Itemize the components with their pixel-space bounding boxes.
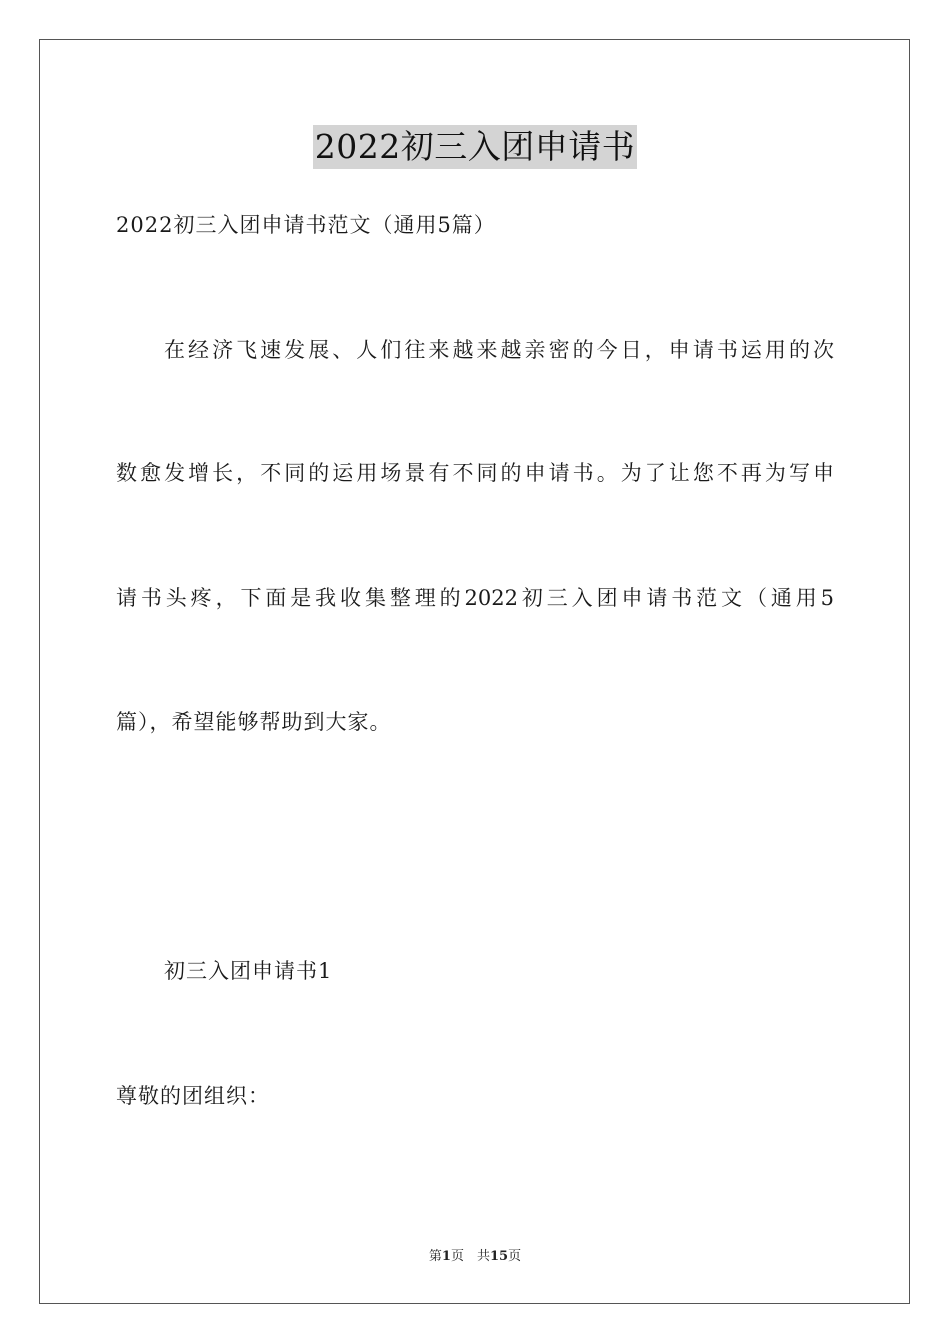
footer-total-pages: 15 xyxy=(489,1249,509,1264)
page-footer xyxy=(0,1248,950,1266)
intro-line-2: 数愈发增长，不同的运用场景有不同的申请书。为了让您不再为写申 xyxy=(116,461,834,485)
title-container xyxy=(0,125,950,169)
footer-suffix: 页 xyxy=(508,1249,522,1264)
footer-current-page: 1 xyxy=(441,1249,451,1264)
document-title: 2022初三入团申请书 xyxy=(313,125,637,169)
salutation: 尊敬的团组织： xyxy=(116,1084,270,1108)
intro-line-3: 请书头疼，下面是我收集整理的2022初三入团申请书范文（通用5 xyxy=(116,586,834,610)
footer-prefix: 第 xyxy=(428,1249,442,1264)
section-heading: 初三入团申请书1 xyxy=(164,959,333,983)
document-subtitle: 2022初三入团申请书范文（通用5篇） xyxy=(116,213,496,237)
footer-mid: 页 共 xyxy=(450,1249,490,1264)
intro-line-4: 篇），希望能够帮助到大家。 xyxy=(116,710,392,734)
intro-line-1: 在经济飞速发展、人们往来越来越亲密的今日，申请书运用的次 xyxy=(164,338,834,362)
